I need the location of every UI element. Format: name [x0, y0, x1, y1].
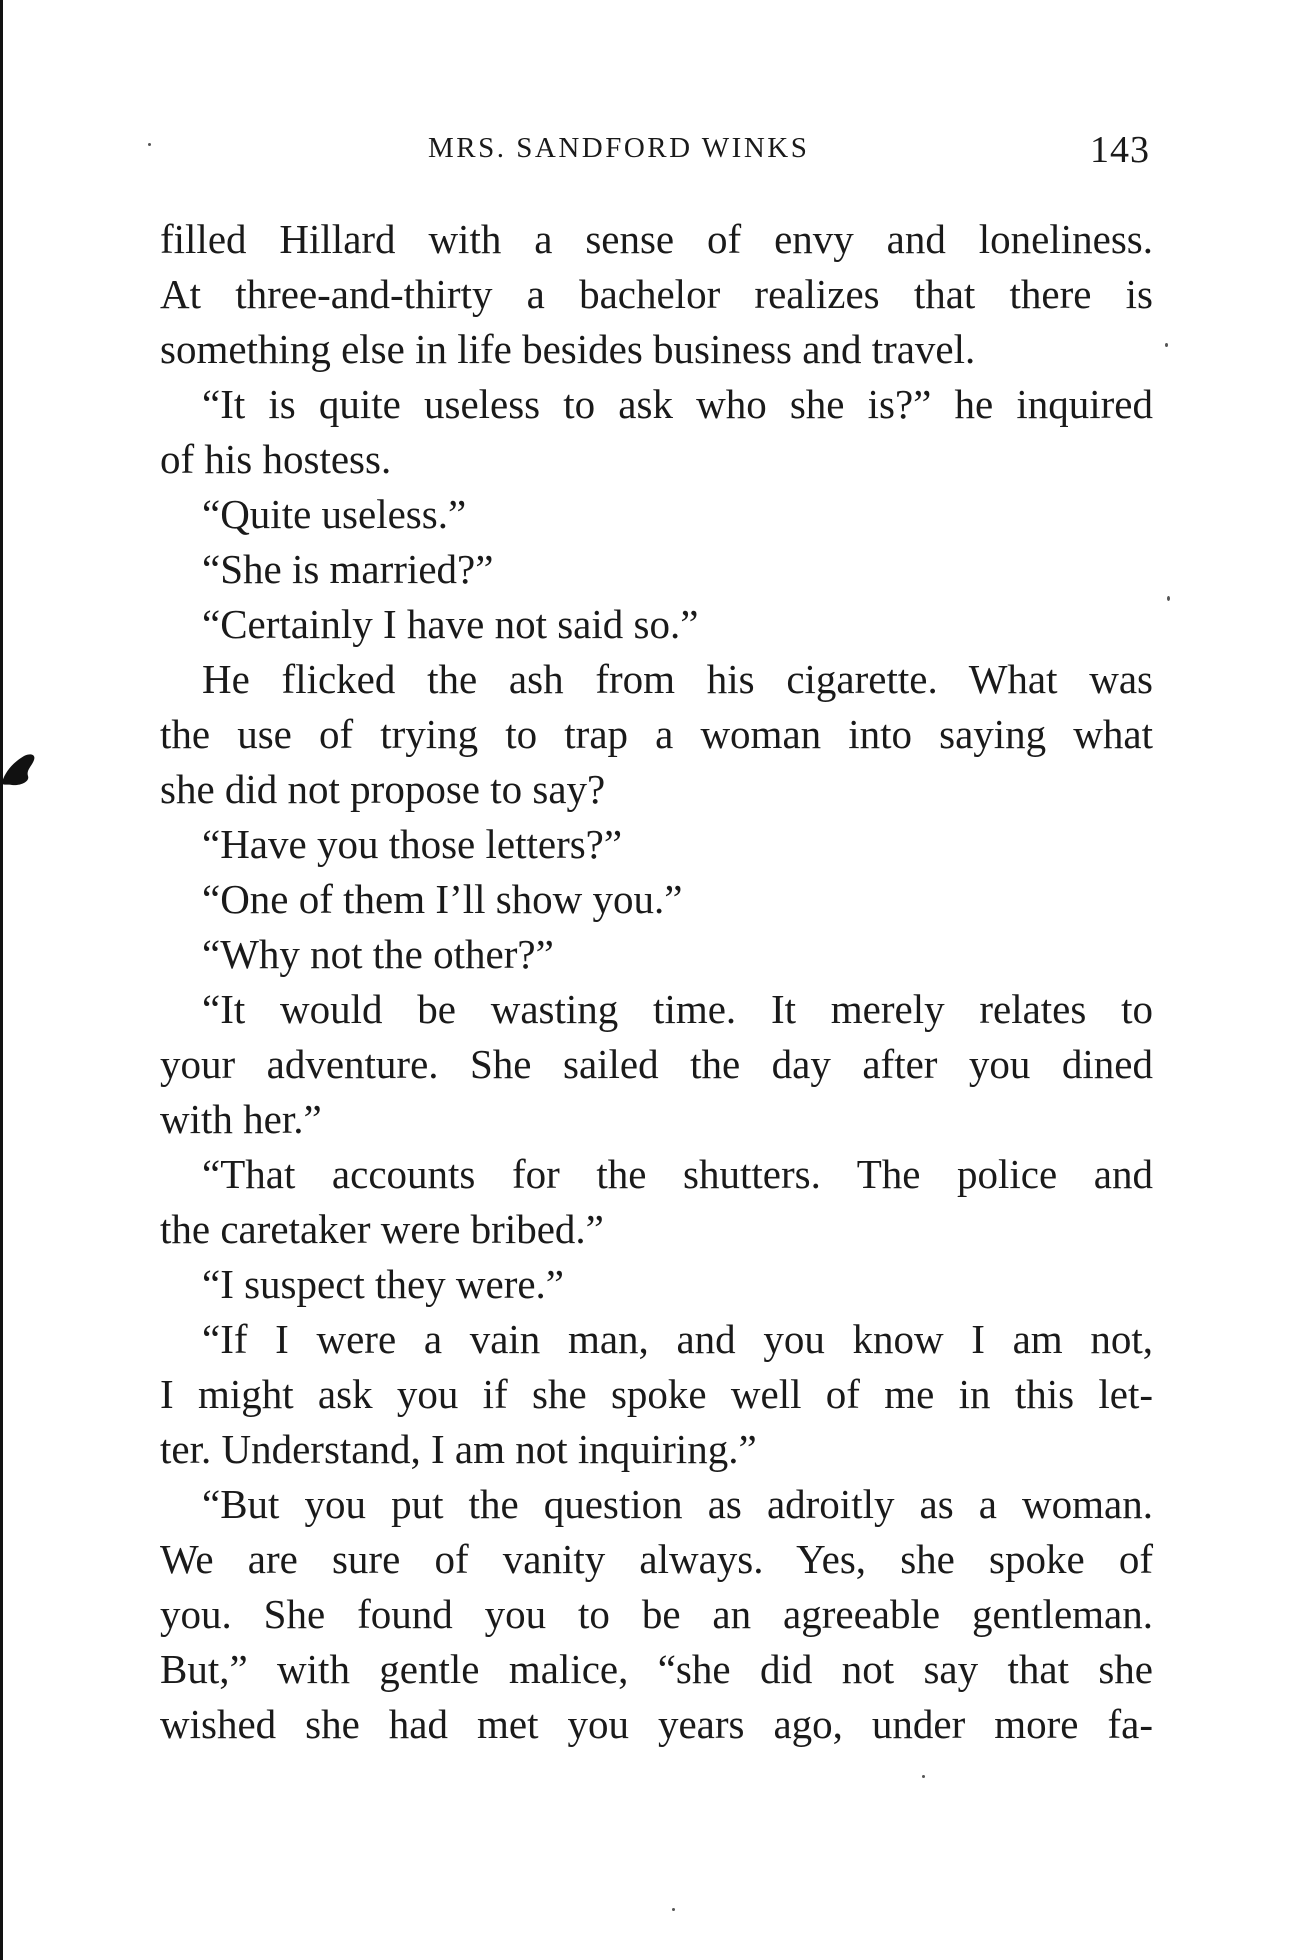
text-line: “One of them I’ll show you.”: [202, 876, 683, 922]
page-header: [160, 128, 1150, 178]
text-line: “That accounts for the shutters. The police and: [202, 1151, 1153, 1197]
text-line: with her.”: [160, 1096, 322, 1142]
text-line: you. She found you to be an agreeable gentleman.: [160, 1591, 1153, 1637]
page-number: 143: [1090, 129, 1150, 171]
text-line: I might ask you if she spoke well of me in this let-: [160, 1371, 1153, 1417]
text-line: He flicked the ash from his cigarette. What was: [202, 656, 1153, 702]
text-line: the use of trying to trap a woman into saying what: [160, 711, 1153, 757]
speck-mark: [1165, 343, 1168, 347]
text-line: “Have you those letters?”: [202, 821, 623, 867]
text-line: your adventure. She sailed the day after you dined: [160, 1041, 1153, 1087]
text-line: “Quite useless.”: [202, 491, 467, 537]
text-line: “She is married?”: [202, 546, 494, 592]
running-head: MRS. SANDFORD WINKS: [428, 132, 810, 164]
speck-mark: [672, 1908, 675, 1911]
text-line: “If I were a vain man, and you know I am not,: [202, 1316, 1153, 1362]
text-line: she did not propose to say?: [160, 766, 606, 812]
speck-mark: [148, 143, 151, 146]
text-line: “Why not the other?”: [202, 931, 554, 977]
text-line: something else in life besides business and travel.: [160, 326, 976, 372]
page-edge-shadow: [0, 0, 3, 1960]
text-line: the caretaker were bribed.”: [160, 1206, 604, 1252]
text-line: “But you put the question as adroitly as a woman.: [202, 1481, 1153, 1527]
text-line: We are sure of vanity always. Yes, she spoke of: [160, 1536, 1153, 1582]
ink-blot-mark: [0, 752, 42, 788]
speck-mark: [922, 1775, 925, 1778]
text-line: “It would be wasting time. It merely relates to: [202, 986, 1153, 1032]
body-text: [160, 212, 1153, 1752]
text-line: “Certainly I have not said so.”: [202, 601, 699, 647]
text-line: But,” with gentle malice, “she did not say that she: [160, 1646, 1153, 1692]
text-line: ter. Understand, I am not inquiring.”: [160, 1426, 757, 1472]
text-line: “It is quite useless to ask who she is?” he inquired: [202, 381, 1153, 427]
speck-mark: [1167, 596, 1170, 601]
text-line: filled Hillard with a sense of envy and loneliness.: [160, 216, 1153, 262]
text-line: wished she had met you years ago, under more fa-: [160, 1701, 1153, 1747]
text-line: of his hostess.: [160, 436, 392, 482]
text-line: “I suspect they were.”: [202, 1261, 564, 1307]
text-line: At three-and-thirty a bachelor realizes that there is: [160, 271, 1153, 317]
